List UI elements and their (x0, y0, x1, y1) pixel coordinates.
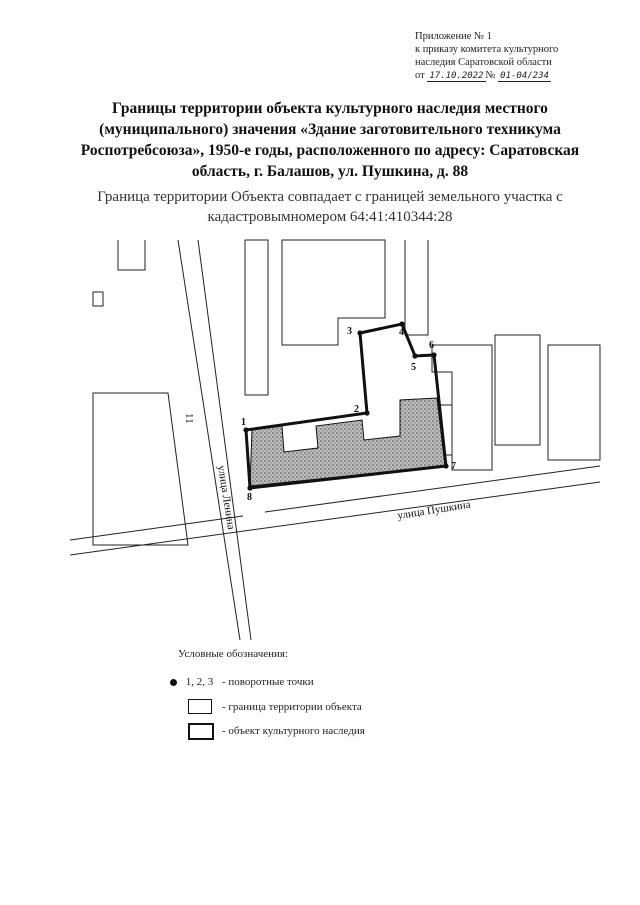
heritage-symbol-icon (188, 723, 214, 740)
point-6 (431, 352, 436, 357)
point-1 (243, 427, 248, 432)
point-label-2: 2 (354, 404, 359, 415)
legend-row-points (170, 676, 314, 688)
street-label-pushkin: улица Пушкина (396, 498, 472, 522)
appendix-line-1: Приложение № 1 (415, 31, 492, 42)
order-date: 17.10.2022 (429, 71, 484, 81)
point-label-5: 5 (411, 362, 416, 373)
building-right-3 (548, 345, 600, 460)
point-4 (399, 321, 404, 326)
building-center-top-left (245, 240, 268, 395)
point-label-3: 3 (347, 326, 352, 337)
point-label-7: 7 (451, 461, 456, 472)
building-left-top (118, 240, 145, 270)
point-7 (443, 463, 448, 468)
order-number: 01-04/234 (500, 71, 549, 81)
heritage-building (250, 398, 445, 486)
point-5 (412, 353, 417, 358)
building-right-top (405, 240, 428, 335)
street-lenin (178, 240, 251, 640)
legend-points-label: 1, 2, 3 (185, 676, 214, 688)
boundary-symbol-icon (188, 699, 212, 714)
neighbor-buildings (93, 240, 600, 545)
number-label: № (485, 70, 496, 81)
legend-points-desc: - поворотные точки (222, 676, 314, 688)
street-label-lenin: улица Ленина (215, 464, 238, 531)
point-label-6: 6 (429, 340, 434, 351)
building-left-large (93, 393, 188, 545)
point-marker-icon (170, 679, 177, 686)
legend-heritage-desc: - объект культурного наследия (222, 725, 365, 737)
building-center-top-right (282, 240, 385, 345)
building-left-small (93, 292, 103, 306)
legend-title: Условные обозначения: (178, 648, 289, 660)
point-label-4: 4 (399, 327, 404, 338)
point-3 (357, 330, 362, 335)
point-8 (247, 485, 252, 490)
point-label-1: 1 (241, 417, 246, 428)
legend-boundary-desc: - граница территории объекта (222, 701, 362, 713)
building-right-2 (495, 335, 540, 445)
building-number-label: 11 (183, 413, 195, 424)
appendix-line-3: наследия Саратовской области (415, 57, 552, 68)
page-title: Границы территории объекта культурного наследия местного (муниципального) значения «Здание заготовительного техникума Роспотребсоюза», 1950-е годы, расположенного по адресу: Саратовская область, г. Балашов, ул. Пушкина, д. 88 (80, 100, 580, 180)
point-label-8: 8 (247, 492, 252, 503)
from-label: от (415, 70, 425, 81)
boundary-note: Граница территории Объекта совпадает с границей земельного участка с кадастровымномером 64:41:410344:28 (97, 189, 563, 225)
appendix-line-2: к приказу комитета культурного (415, 44, 559, 55)
point-2 (364, 410, 369, 415)
